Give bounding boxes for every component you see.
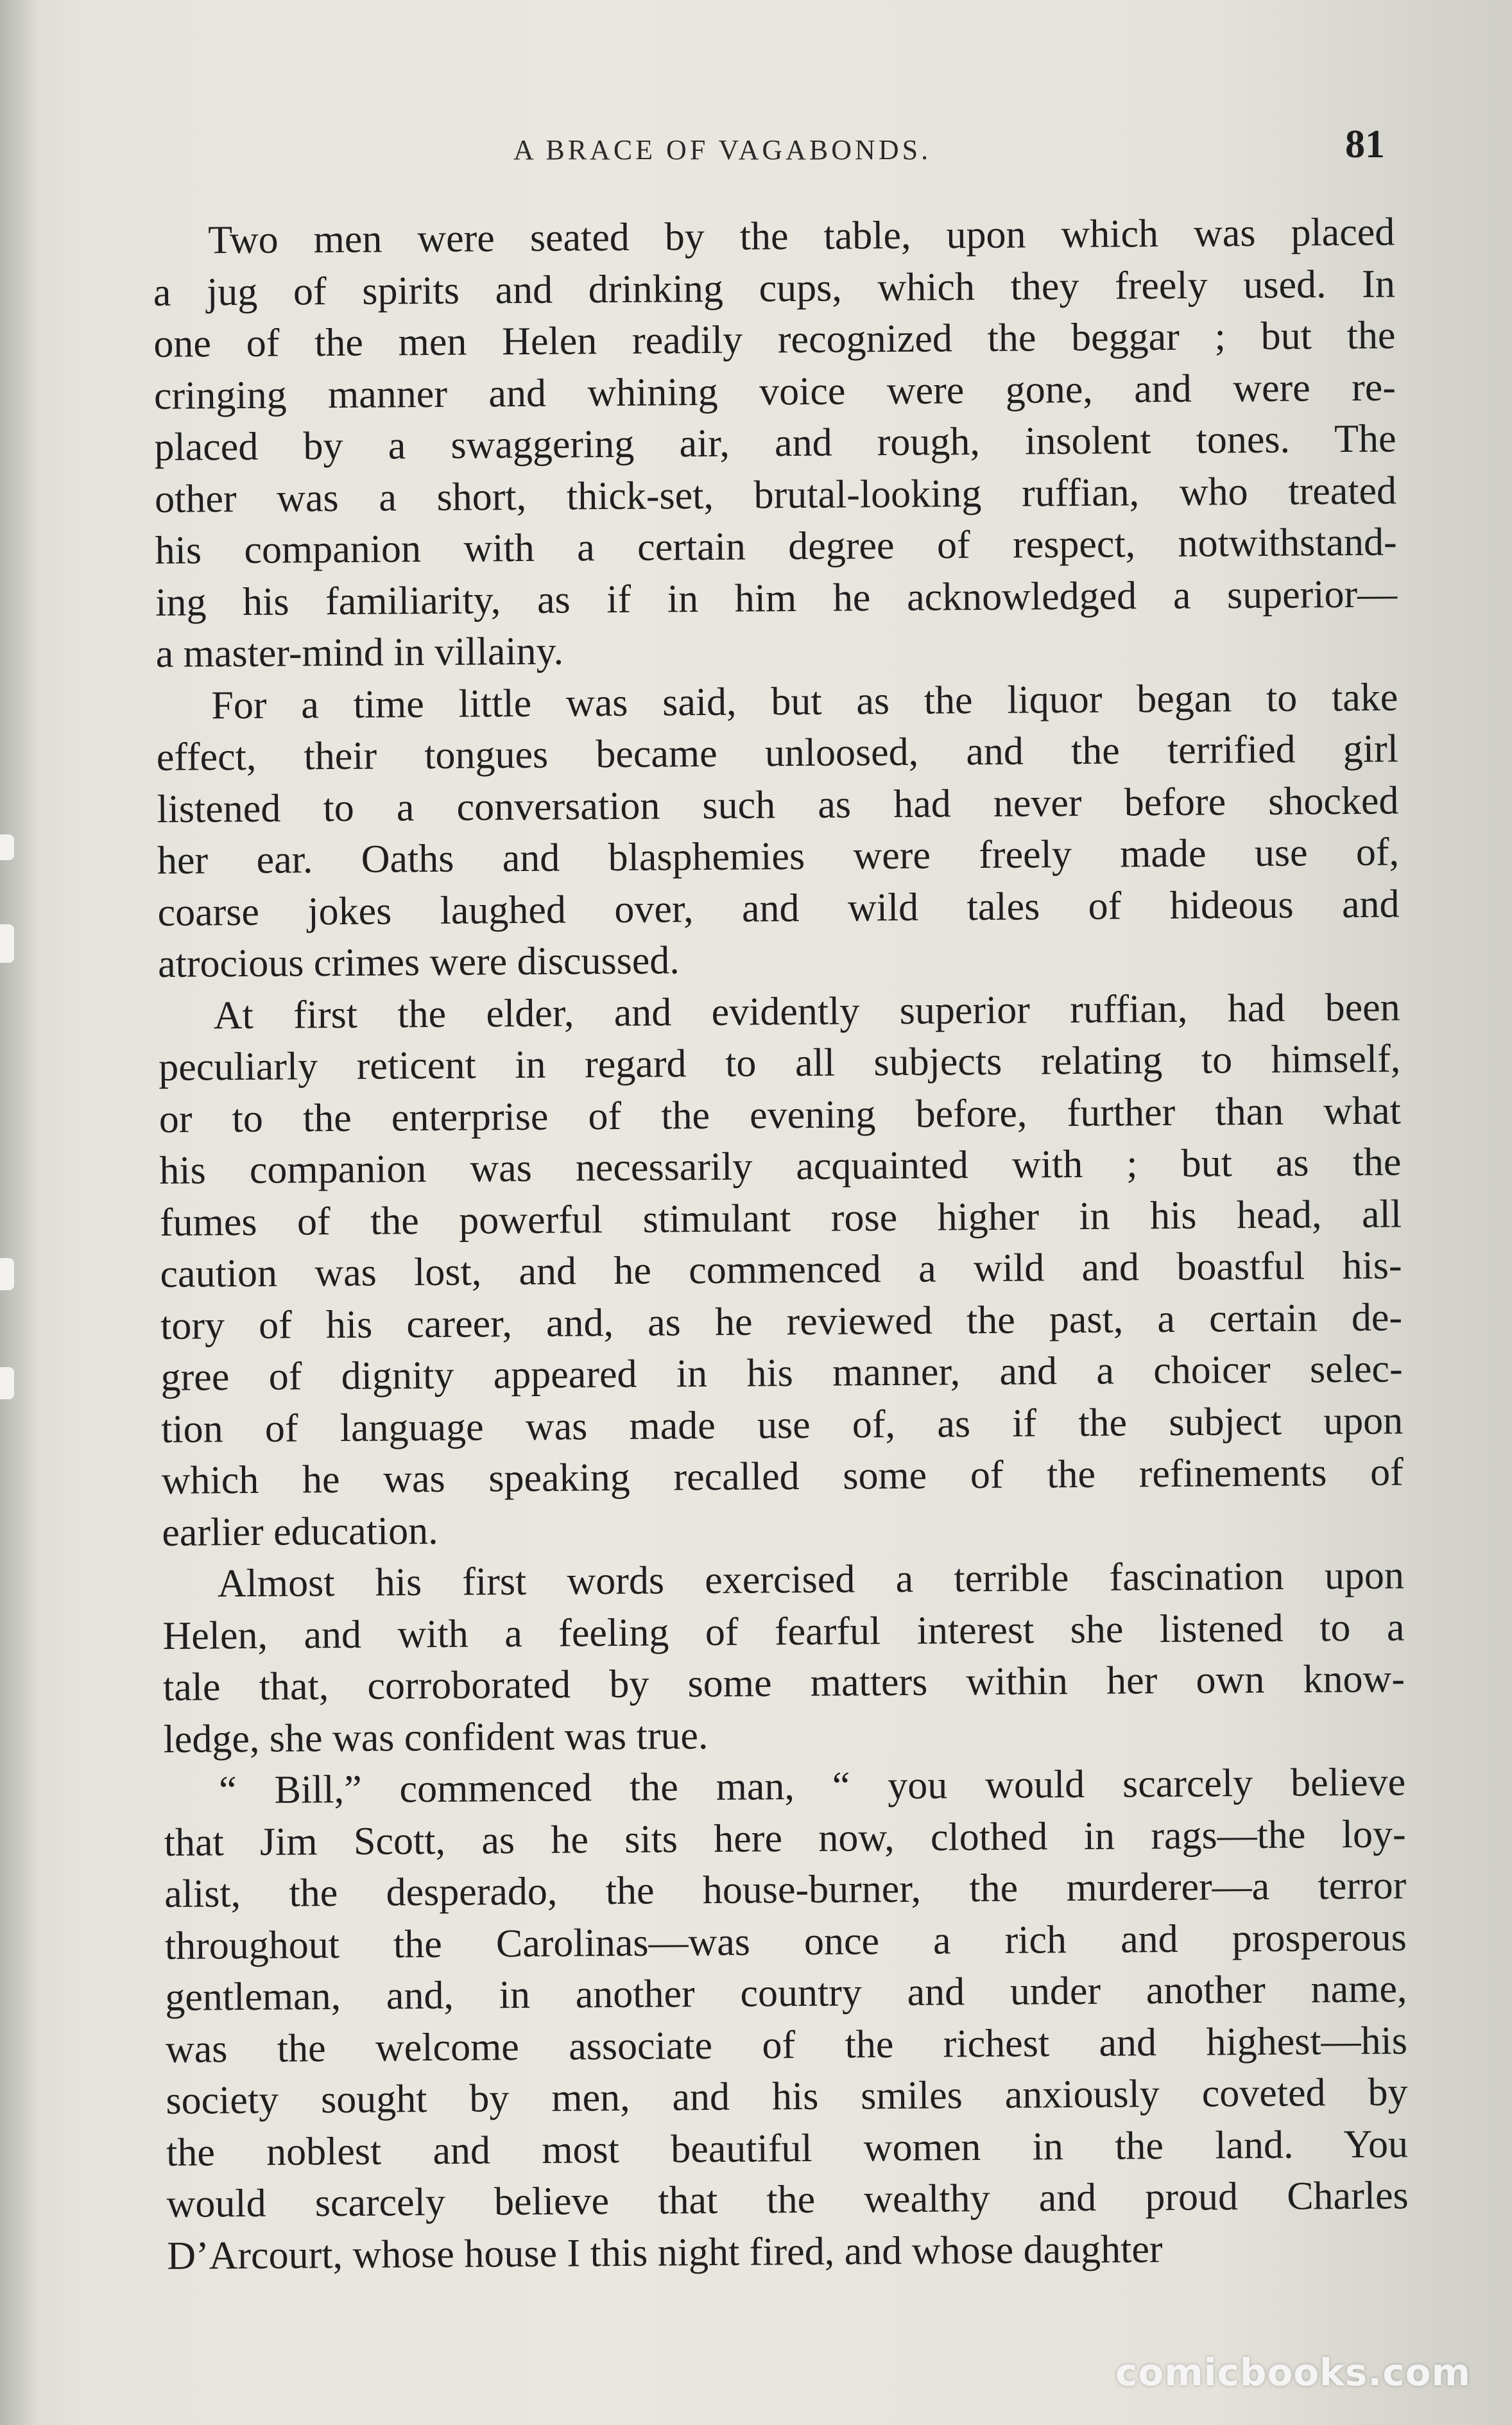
text-line: caution was lost, and he commenced a wild and boastful his-: [160, 1243, 1402, 1296]
text-line: At first the elder, and evidently superior ruffian, had been: [213, 985, 1400, 1037]
running-head: A BRACE OF VAGABONDS.: [513, 134, 932, 166]
text-line: cringing manner and whining voice were gone, and were re-: [153, 365, 1396, 418]
text-line: her ear. Oaths and blasphemies were freely made use of,: [157, 830, 1400, 883]
text-line: gree of dignity appeared in his manner, and a choicer selec-: [160, 1347, 1403, 1399]
page-edge-tear: [0, 1367, 14, 1399]
page-edge-tear: [0, 834, 14, 860]
text-line: listened to a conversation such as had never before shocked: [157, 778, 1399, 831]
page-edge-tear: [0, 1258, 14, 1290]
paragraph: [158, 981, 1404, 1558]
text-line: other was a short, thick-set, brutal-looking ruffian, who treated: [154, 468, 1397, 521]
page-header: [0, 122, 1512, 180]
text-line: would scarcely believe that the wealthy and proud Charles: [166, 2173, 1409, 2226]
page-number: 81: [1345, 123, 1385, 166]
text-line: alist, the desperado, the house-burner, the murderer—a terror: [164, 1863, 1407, 1916]
text-line: tory of his career, and, as he reviewed the past, a certain de-: [160, 1295, 1403, 1348]
text-line: earlier education.: [162, 1508, 438, 1555]
text-line: effect, their tongues became unloosed, and the terrified girl: [156, 727, 1399, 779]
text-line: tion of language was made use of, as if the subject upon: [160, 1398, 1404, 1451]
text-line: that Jim Scott, as he sits here now, clothed in rags—the loy-: [164, 1811, 1406, 1865]
page-edge-tear: [0, 924, 14, 963]
text-line: ledge, she was confident was true.: [163, 1713, 709, 1761]
body-text: [153, 206, 1409, 2281]
text-line: Almost his first words exercised a terrible fascination upon: [217, 1553, 1405, 1606]
text-line: peculiarly reticent in regard to all subjects relating to himself,: [159, 1037, 1401, 1089]
text-line: For a time little was said, but as the liquor began to take: [211, 675, 1398, 727]
text-line: coarse jokes laughed over, and wild tales of hideous and: [157, 881, 1400, 935]
text-line: society sought by men, and his smiles anxiously coveted by: [166, 2070, 1408, 2123]
text-line: tale that, corroborated by some matters within her own know-: [162, 1657, 1405, 1709]
text-line: was the welcome associate of the richest and highest—his: [165, 2018, 1408, 2071]
text-line: D’Arcourt, whose house I this night fired, and whose daughter: [166, 2227, 1163, 2278]
text-line: his companion was necessarily acquainted with ; but as the: [159, 1140, 1402, 1193]
text-line: a master-mind in villainy.: [155, 629, 564, 676]
text-line: the noblest and most beautiful women in the land. You: [166, 2121, 1409, 2175]
text-line: atrocious crimes were discussed.: [157, 938, 680, 986]
text-line: Helen, and with a feeling of fearful interest she listened to a: [162, 1605, 1405, 1658]
paragraph: [156, 671, 1400, 990]
paragraph: [153, 206, 1398, 680]
text-line: a jug of spirits and drinking cups, which they freely used. In: [153, 261, 1396, 315]
paragraph: [164, 1756, 1409, 2281]
text-line: ing his familiarity, as if in him he acknowledged a superior—: [155, 571, 1398, 625]
paragraph: [162, 1549, 1405, 1765]
text-line: one of the men Helen readily recognized the beggar ; but the: [153, 313, 1396, 366]
text-line: Two men were seated by the table, upon which was placed: [208, 210, 1395, 263]
watermark: comicbooks.com: [1115, 2351, 1471, 2394]
text-line: gentleman, and, in another country and under another name,: [165, 1967, 1407, 2019]
text-line: fumes of the powerful stimulant rose higher in his head, all: [159, 1191, 1402, 1245]
text-line: throughout the Carolinas—was once a rich and prosperous: [164, 1915, 1407, 1968]
text-line: his companion with a certain degree of respect, notwithstand-: [155, 520, 1397, 573]
text-line: “ Bill,” commenced the man, “ you would scarcely believe: [218, 1760, 1406, 1813]
text-line: placed by a swaggering air, and rough, insolent tones. The: [154, 417, 1396, 469]
page-edge-shadow: [0, 0, 39, 2425]
text-line: or to the enterprise of the evening before, further than what: [159, 1088, 1402, 1141]
text-line: which he was speaking recalled some of the refinements of: [161, 1450, 1404, 1503]
